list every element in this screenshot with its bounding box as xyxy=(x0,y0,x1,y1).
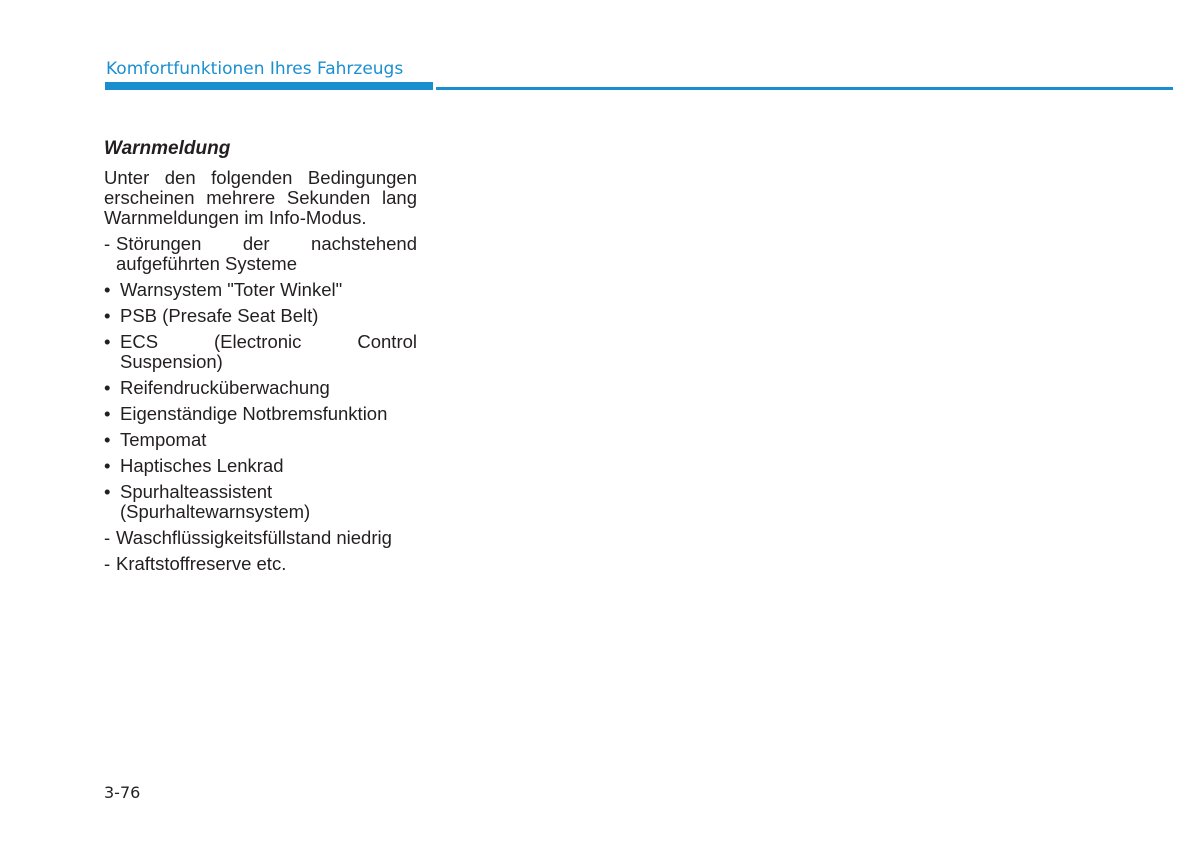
list-item xyxy=(104,528,417,548)
list-item-text: Tempomat xyxy=(120,429,207,450)
bullet-marker: • xyxy=(104,455,111,476)
bullet-marker: • xyxy=(104,481,111,502)
list-item-text: Störungen der nachstehend aufgeführten Systeme xyxy=(116,233,417,274)
header-rule-thin xyxy=(436,87,1173,90)
dash-marker: - xyxy=(104,233,111,254)
list-item xyxy=(104,430,417,450)
list-item xyxy=(104,456,417,476)
section-title: Warnmeldung xyxy=(104,138,231,159)
list-item-text: Waschflüssigkeitsfüllstand niedrig xyxy=(116,527,392,548)
list-item-text: Haptisches Lenkrad xyxy=(120,455,284,476)
bullet-marker: • xyxy=(104,279,111,300)
bullet-marker: • xyxy=(104,403,111,424)
list-item-text: PSB (Presafe Seat Belt) xyxy=(120,305,319,326)
list-item xyxy=(104,482,417,522)
list-item-text: ECS (Electronic Control Suspension) xyxy=(120,331,417,372)
list-item-text: Reifendrucküberwachung xyxy=(120,377,330,398)
content-column xyxy=(104,137,417,580)
dash-marker: - xyxy=(104,527,111,548)
bullet-marker: • xyxy=(104,377,111,398)
list-item-text: Kraftstoffreserve etc. xyxy=(116,553,287,574)
bullet-marker: • xyxy=(104,429,111,450)
list-item xyxy=(104,378,417,398)
list-item-text: Spurhalteassistent (Spurhaltewarnsystem) xyxy=(120,481,311,522)
list-item xyxy=(104,234,417,274)
list-item xyxy=(104,404,417,424)
bullet-marker: • xyxy=(104,305,111,326)
header-rule-thick xyxy=(105,82,433,90)
list-item xyxy=(104,280,417,300)
list-item xyxy=(104,332,417,372)
list-item xyxy=(104,306,417,326)
dash-marker: - xyxy=(104,553,111,574)
page-number: 3-76 xyxy=(104,783,141,802)
list-item-text: Eigenständige Notbremsfunktion xyxy=(120,403,388,424)
list-item xyxy=(104,554,417,574)
list-item-text: Warnsystem "Toter Winkel" xyxy=(120,279,343,300)
intro-paragraph: Unter den folgenden Bedingungen erscheinen mehrere Sekunden lang Warnmeldungen im Info-Modus. xyxy=(104,167,417,228)
bullet-marker: • xyxy=(104,331,111,352)
page-header-title: Komfortfunktionen Ihres Fahrzeugs xyxy=(106,59,404,79)
